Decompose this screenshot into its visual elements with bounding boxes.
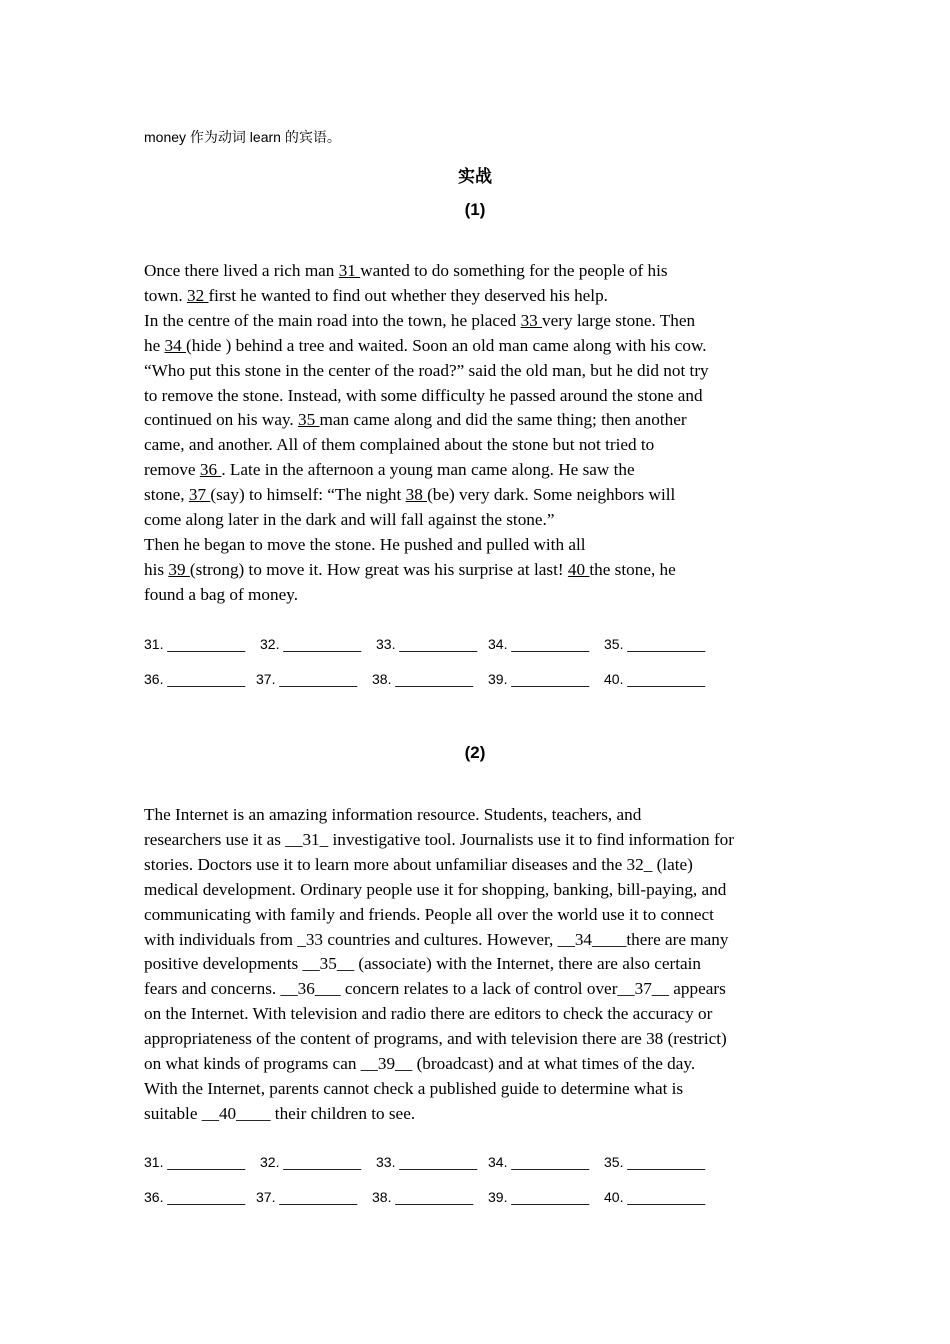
- passage-text: medical development. Ordinary people use it for shopping, banking, bill-paying, and: [144, 879, 727, 899]
- passage-line: [144, 952, 814, 977]
- answer-blank: 35. __________: [604, 1154, 706, 1170]
- answer-blank: 36. __________: [144, 671, 246, 687]
- passage-text: (be) very dark. Some neighbors will: [427, 485, 676, 505]
- passage-text: town.: [144, 285, 187, 305]
- passage-line: [144, 803, 814, 828]
- answer-blank: 40. __________: [604, 1189, 706, 1205]
- passage-text: his: [144, 559, 169, 579]
- passage-text: stone,: [144, 485, 189, 505]
- page-title: 实战: [458, 167, 492, 186]
- passage-text: remove: [144, 460, 200, 480]
- passage-text: researchers use it as __31_ investigative tool. Journalists use it to find information for: [144, 829, 734, 849]
- passage-text: . Late in the afternoon a young man came along. He saw the: [221, 460, 635, 480]
- answer-blank: 32. __________: [260, 636, 362, 652]
- answer-blank: 34. __________: [488, 636, 590, 652]
- passage-text: he: [144, 335, 165, 355]
- answer-blank: 35. __________: [604, 636, 706, 652]
- passage-text: on the Internet. With television and radio there are editors to check the accuracy or: [144, 1004, 713, 1024]
- answer-blank: 33. __________: [376, 1154, 478, 1170]
- answer-blank: 39. __________: [488, 1189, 590, 1205]
- blank-number: 34: [164, 335, 187, 355]
- passage-text: positive developments __35__ (associate) with the Internet, there are also certain: [144, 954, 701, 974]
- passage-line: [144, 483, 814, 508]
- blank-number: 33: [520, 310, 543, 330]
- passage-line: [144, 309, 814, 334]
- passage-text: came, and another. All of them complained about the stone but not tried to: [144, 435, 655, 455]
- answer-blank: 32. __________: [260, 1154, 362, 1170]
- passage-text: the stone, he: [589, 559, 676, 579]
- answer-blank: 39. __________: [488, 671, 590, 687]
- passage-text: come along later in the dark and will fall against the stone.”: [144, 510, 555, 530]
- passage-text: man came along and did the same thing; then another: [319, 410, 687, 430]
- answer-blank: 31. __________: [144, 636, 246, 652]
- passage-text: “Who put this stone in the center of the road?” said the old man, but he did not try: [144, 360, 709, 380]
- passage-text: fears and concerns. __36___ concern relates to a lack of control over__37__ appears: [144, 979, 726, 999]
- passage-line: [144, 903, 814, 928]
- passage-text: continued on his way.: [144, 410, 299, 430]
- passage-text: Then he began to move the stone. He pushed and pulled with all: [144, 534, 586, 554]
- blank-number: 37: [188, 485, 211, 505]
- section2-label: (2): [464, 743, 486, 762]
- answer-blank: 37. __________: [256, 671, 358, 687]
- blank-number: 40: [567, 559, 590, 579]
- passage-line: [144, 1102, 814, 1127]
- passage-line: [144, 1027, 814, 1052]
- passage-line: [144, 928, 814, 953]
- passage-text: With the Internet, parents cannot check a published guide to determine what is: [144, 1078, 684, 1098]
- passage-line: [144, 533, 814, 558]
- passage-line: [144, 977, 814, 1002]
- passage-text: (strong) to move it. How great was his surprise at last!: [189, 559, 568, 579]
- answer-blank: 34. __________: [488, 1154, 590, 1170]
- answer-blank: 31. __________: [144, 1154, 246, 1170]
- passage-text: stories. Doctors use it to learn more about unfamiliar diseases and the 32_ (late): [144, 854, 693, 874]
- passage-text: on what kinds of programs can __39__ (broadcast) and at what times of the day.: [144, 1054, 696, 1074]
- passage-line: [144, 508, 814, 533]
- passage-line: [144, 359, 814, 384]
- blank-number: 31: [338, 261, 361, 280]
- answer-blank: 38. __________: [372, 671, 474, 687]
- section1-passage: [144, 259, 814, 608]
- passage-text: to remove the stone. Instead, with some difficulty he passed around the stone and: [144, 385, 703, 405]
- passage-line: [144, 408, 814, 433]
- answer-blank: 38. __________: [372, 1189, 474, 1205]
- passage-line: [144, 384, 814, 409]
- blank-number: 38: [405, 485, 428, 505]
- passage-line: [144, 558, 814, 583]
- passage-line: [144, 878, 814, 903]
- blank-number: 36: [199, 460, 222, 480]
- passage-line: [144, 1077, 814, 1102]
- answer-blank: 36. __________: [144, 1189, 246, 1205]
- passage-text: found a bag of money.: [144, 584, 299, 604]
- grammar-note: money 作为动词 learn 的宾语。: [144, 129, 341, 145]
- passage-line: [144, 853, 814, 878]
- passage-text: very large stone. Then: [542, 310, 696, 330]
- passage-line: [144, 583, 814, 608]
- blank-number: 35: [298, 410, 320, 430]
- passage-text: first he wanted to find out whether they deserved his help.: [208, 285, 608, 305]
- passage-text: suitable __40____ their children to see.: [144, 1103, 416, 1123]
- passage-line: [144, 259, 814, 284]
- passage-line: [144, 433, 814, 458]
- section1-label: (1): [464, 200, 486, 219]
- passage-text: In the centre of the main road into the town, he placed: [144, 310, 521, 330]
- section2-passage: [144, 803, 814, 1127]
- blank-number: 39: [168, 559, 190, 579]
- passage-text: (hide ) behind a tree and waited. Soon an old man came along with his cow.: [186, 335, 707, 355]
- passage-line: [144, 1052, 814, 1077]
- passage-text: wanted to do something for the people of his: [360, 261, 668, 280]
- passage-line: [144, 334, 814, 359]
- passage-line: [144, 284, 814, 309]
- passage-text: appropriateness of the content of programs, and with television there are 38 (restrict): [144, 1029, 727, 1049]
- passage-text: The Internet is an amazing information resource. Students, teachers, and: [144, 805, 642, 824]
- passage-text: Once there lived a rich man: [144, 261, 339, 280]
- answer-blank: 33. __________: [376, 636, 478, 652]
- passage-line: [144, 828, 814, 853]
- blank-number: 32: [186, 285, 209, 305]
- answer-blank: 40. __________: [604, 671, 706, 687]
- passage-line: [144, 1002, 814, 1027]
- passage-text: with individuals from _33 countries and cultures. However, __34____there are many: [144, 929, 729, 949]
- answer-blank: 37. __________: [256, 1189, 358, 1205]
- passage-line: [144, 458, 814, 483]
- passage-text: communicating with family and friends. People all over the world use it to connect: [144, 904, 714, 924]
- passage-text: (say) to himself: “The night: [210, 485, 406, 505]
